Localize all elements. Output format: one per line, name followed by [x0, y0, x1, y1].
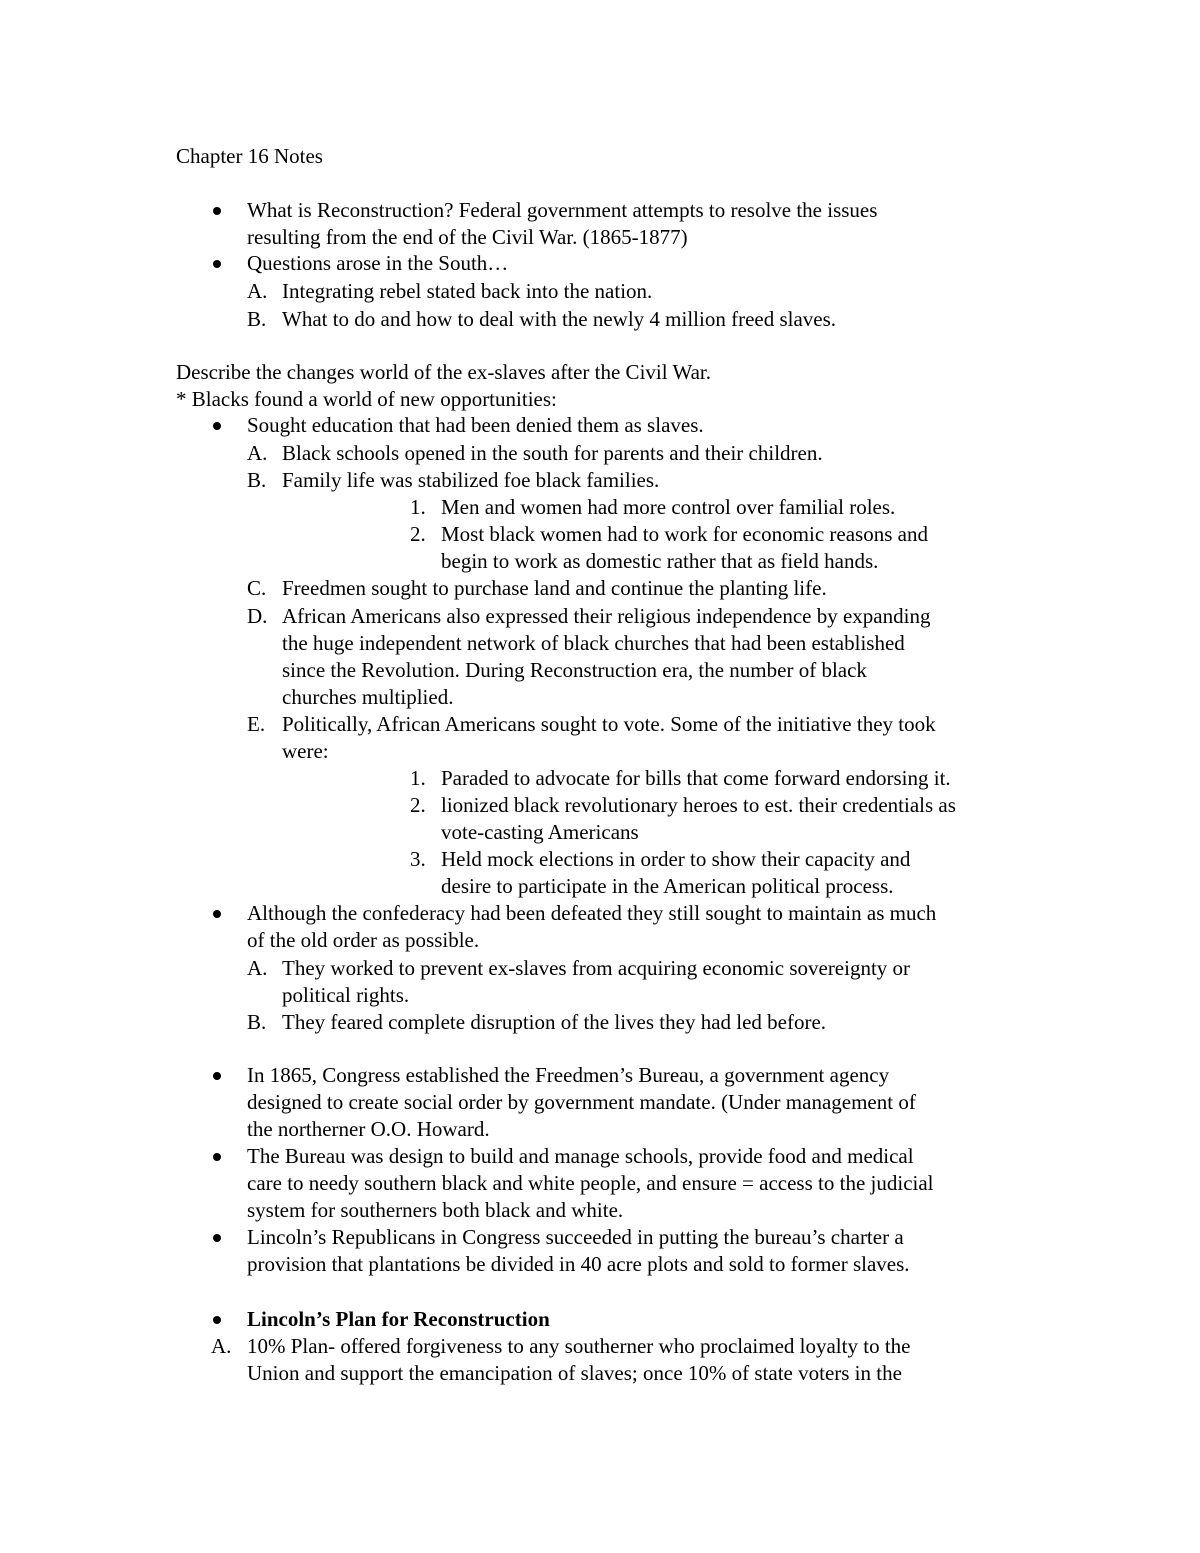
list-item: Paraded to advocate for bills that come forward endorsing it.	[441, 766, 951, 790]
list-marker: B.	[247, 307, 267, 331]
education-item: Sought education that had been denied them as slaves.	[247, 413, 704, 437]
list-item-continued: Union and support the emancipation of slaves; once 10% of state voters in the	[247, 1361, 902, 1385]
bureau-item-continued: care to needy southern black and white people, and ensure = access to the judicial	[247, 1171, 934, 1195]
bureau-item-continued: system for southerners both black and white.	[247, 1198, 624, 1222]
list-marker: A.	[211, 1334, 232, 1358]
bullet-icon	[213, 1316, 221, 1324]
list-item: African Americans also expressed their religious independence by expanding	[282, 604, 931, 628]
confederacy-item: Although the confederacy had been defeated they still sought to maintain as much	[247, 901, 937, 925]
list-marker: 1.	[410, 766, 426, 790]
list-item: Freedmen sought to purchase land and continue the planting life.	[282, 576, 827, 600]
list-item: lionized black revolutionary heroes to est. their credentials as	[441, 793, 956, 817]
bureau-item-continued: designed to create social order by government mandate. (Under management of	[247, 1090, 916, 1114]
list-item-continued: begin to work as domestic rather that as field hands.	[441, 549, 879, 573]
page-title: Chapter 16 Notes	[176, 144, 323, 168]
bullet-icon	[213, 207, 221, 215]
bureau-item: In 1865, Congress established the Freedmen’s Bureau, a government agency	[247, 1063, 890, 1087]
list-marker: 1.	[410, 495, 426, 519]
bureau-item: Lincoln’s Republicans in Congress succeeded in putting the bureau’s charter a	[247, 1225, 904, 1249]
list-item-continued: were:	[282, 739, 329, 763]
list-item: What to do and how to deal with the newly 4 million freed slaves.	[282, 307, 837, 331]
list-marker: 2.	[410, 522, 426, 546]
lincoln-plan-heading: Lincoln’s Plan for Reconstruction	[247, 1307, 550, 1331]
list-marker: D.	[247, 604, 268, 628]
list-item: Integrating rebel stated back into the nation.	[282, 279, 653, 303]
describe-heading: Describe the changes world of the ex-slaves after the Civil War.	[176, 360, 711, 384]
list-item: Men and women had more control over familial roles.	[441, 495, 896, 519]
list-marker: B.	[247, 468, 267, 492]
bullet-icon	[213, 910, 221, 918]
reconstruction-question-line2: resulting from the end of the Civil War. (1865-1877)	[247, 225, 688, 249]
bureau-item: The Bureau was design to build and manage schools, provide food and medical	[247, 1144, 914, 1168]
bullet-icon	[213, 260, 221, 268]
bullet-icon	[213, 1072, 221, 1080]
list-item-continued: vote-casting Americans	[441, 820, 639, 844]
list-marker: A.	[247, 441, 268, 465]
questions-item: Questions arose in the South…	[247, 251, 509, 275]
list-marker: C.	[247, 576, 267, 600]
list-item: Black schools opened in the south for parents and their children.	[282, 441, 823, 465]
list-marker: B.	[247, 1010, 267, 1034]
list-item: Family life was stabilized foe black families.	[282, 468, 660, 492]
bureau-item-continued: provision that plantations be divided in 40 acre plots and sold to former slaves.	[247, 1252, 910, 1276]
blacks-line: * Blacks found a world of new opportunities:	[176, 387, 557, 411]
list-item: Most black women had to work for economic reasons and	[441, 522, 928, 546]
list-item: Held mock elections in order to show their capacity and	[441, 847, 911, 871]
list-item: 10% Plan- offered forgiveness to any southerner who proclaimed loyalty to the	[247, 1334, 911, 1358]
bureau-item-continued: the northerner O.O. Howard.	[247, 1117, 490, 1141]
list-item-continued: churches multiplied.	[282, 685, 454, 709]
list-item-continued: political rights.	[282, 983, 410, 1007]
reconstruction-question-line1: What is Reconstruction? Federal government attempts to resolve the issues	[247, 198, 878, 222]
bullet-icon	[213, 1234, 221, 1242]
list-marker: E.	[247, 712, 266, 736]
list-item: They worked to prevent ex-slaves from acquiring economic sovereignty or	[282, 956, 911, 980]
list-item-continued: desire to participate in the American political process.	[441, 874, 894, 898]
list-marker: A.	[247, 956, 268, 980]
list-item-continued: since the Revolution. During Reconstruction era, the number of black	[282, 658, 867, 682]
list-item-continued: the huge independent network of black churches that had been established	[282, 631, 905, 655]
confederacy-item-continued: of the old order as possible.	[247, 928, 480, 952]
list-item: Politically, African Americans sought to vote. Some of the initiative they took	[282, 712, 936, 736]
bullet-icon	[213, 422, 221, 430]
list-marker: 3.	[410, 847, 426, 871]
bullet-icon	[213, 1153, 221, 1161]
list-marker: 2.	[410, 793, 426, 817]
list-item: They feared complete disruption of the lives they had led before.	[282, 1010, 827, 1034]
list-marker: A.	[247, 279, 268, 303]
